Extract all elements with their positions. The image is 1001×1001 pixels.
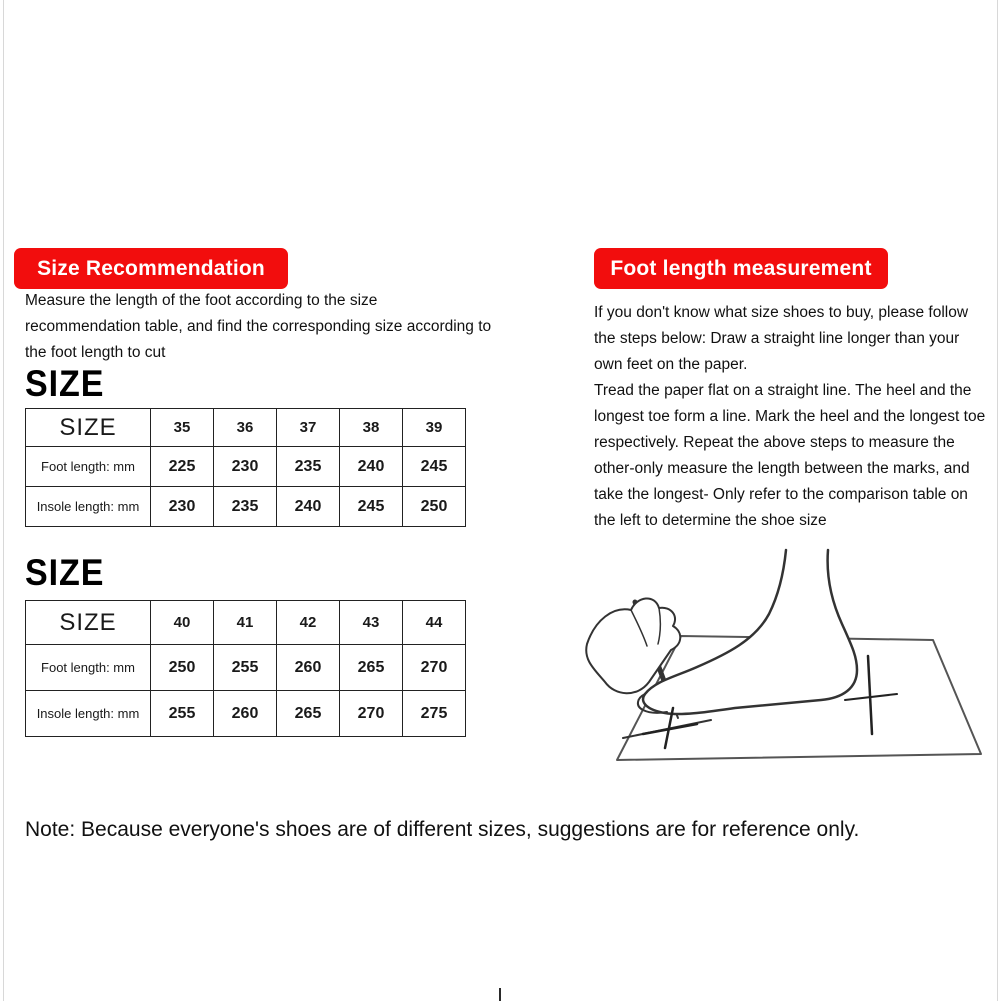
size-col-header: 42: [277, 601, 340, 645]
cell-value: 245: [340, 487, 403, 527]
size-col-header: 39: [403, 409, 466, 447]
cell-value: 250: [403, 487, 466, 527]
size-recommendation-intro: Measure the length of the foot according to the size recommendation table, and find the corresponding size according to the foot length to cut: [25, 292, 492, 361]
size-col-header: 41: [214, 601, 277, 645]
size-col-header: 36: [214, 409, 277, 447]
cell-value: 245: [403, 447, 466, 487]
row-label: Insole length: mm: [26, 691, 151, 737]
size-table-40-44: [25, 600, 466, 737]
size-col-header: 43: [340, 601, 403, 645]
cell-value: 275: [403, 691, 466, 737]
cell-value: 265: [340, 645, 403, 691]
cell-value: 260: [214, 691, 277, 737]
size-recommendation-badge: Size Recommendation: [14, 248, 288, 289]
size-table-35-39: [25, 408, 466, 527]
cell-value: 235: [214, 487, 277, 527]
table-header-row: [26, 601, 466, 645]
cell-value: 230: [151, 487, 214, 527]
size-col-header: 44: [403, 601, 466, 645]
cell-value: 240: [340, 447, 403, 487]
cell-value: 250: [151, 645, 214, 691]
measurement-instructions-2: Tread the paper flat on a straight line. The heel and the longest toe form a line. Mark the heel and the longest toe respectively. Repeat the above steps to measure the other-only measure the length between the marks, and take the longest- Only refer to the comparison table on the left to determine the shoe size: [594, 382, 986, 529]
size-heading-2: SIZE: [25, 552, 105, 593]
cell-value: 230: [214, 447, 277, 487]
size-col-header: 38: [340, 409, 403, 447]
size-heading-1: SIZE: [25, 363, 105, 404]
cell-value: 270: [340, 691, 403, 737]
cell-value: 255: [214, 645, 277, 691]
table-row: [26, 691, 466, 737]
row-label: Insole length: mm: [26, 487, 151, 527]
cell-value: 225: [151, 447, 214, 487]
table-row: [26, 447, 466, 487]
table-row: [26, 487, 466, 527]
measurement-instructions-1: If you don't know what size shoes to buy, please follow the steps below: Draw a straight line longer than your own feet on the paper.: [594, 304, 969, 373]
cell-value: 270: [403, 645, 466, 691]
right-edge-line: [997, 0, 998, 1001]
foot-measurement-illustration: [585, 548, 985, 778]
left-edge-line: [3, 0, 4, 1001]
size-col-header: 35: [151, 409, 214, 447]
cell-value: 260: [277, 645, 340, 691]
table-corner-label: SIZE: [26, 409, 151, 447]
foot-length-measurement-badge: Foot length measurement: [594, 248, 888, 289]
table-row: [26, 645, 466, 691]
size-col-header: 40: [151, 601, 214, 645]
size-col-header: 37: [277, 409, 340, 447]
reference-note: Note: Because everyone's shoes are of different sizes, suggestions are for reference only.: [25, 818, 860, 841]
table-corner-label: SIZE: [26, 601, 151, 645]
cell-value: 240: [277, 487, 340, 527]
bottom-center-tick: [499, 988, 501, 1001]
row-label: Foot length: mm: [26, 447, 151, 487]
table-header-row: [26, 409, 466, 447]
cell-value: 255: [151, 691, 214, 737]
foot-measurement-drawing-icon: [585, 548, 985, 778]
row-label: Foot length: mm: [26, 645, 151, 691]
cell-value: 235: [277, 447, 340, 487]
cell-value: 265: [277, 691, 340, 737]
